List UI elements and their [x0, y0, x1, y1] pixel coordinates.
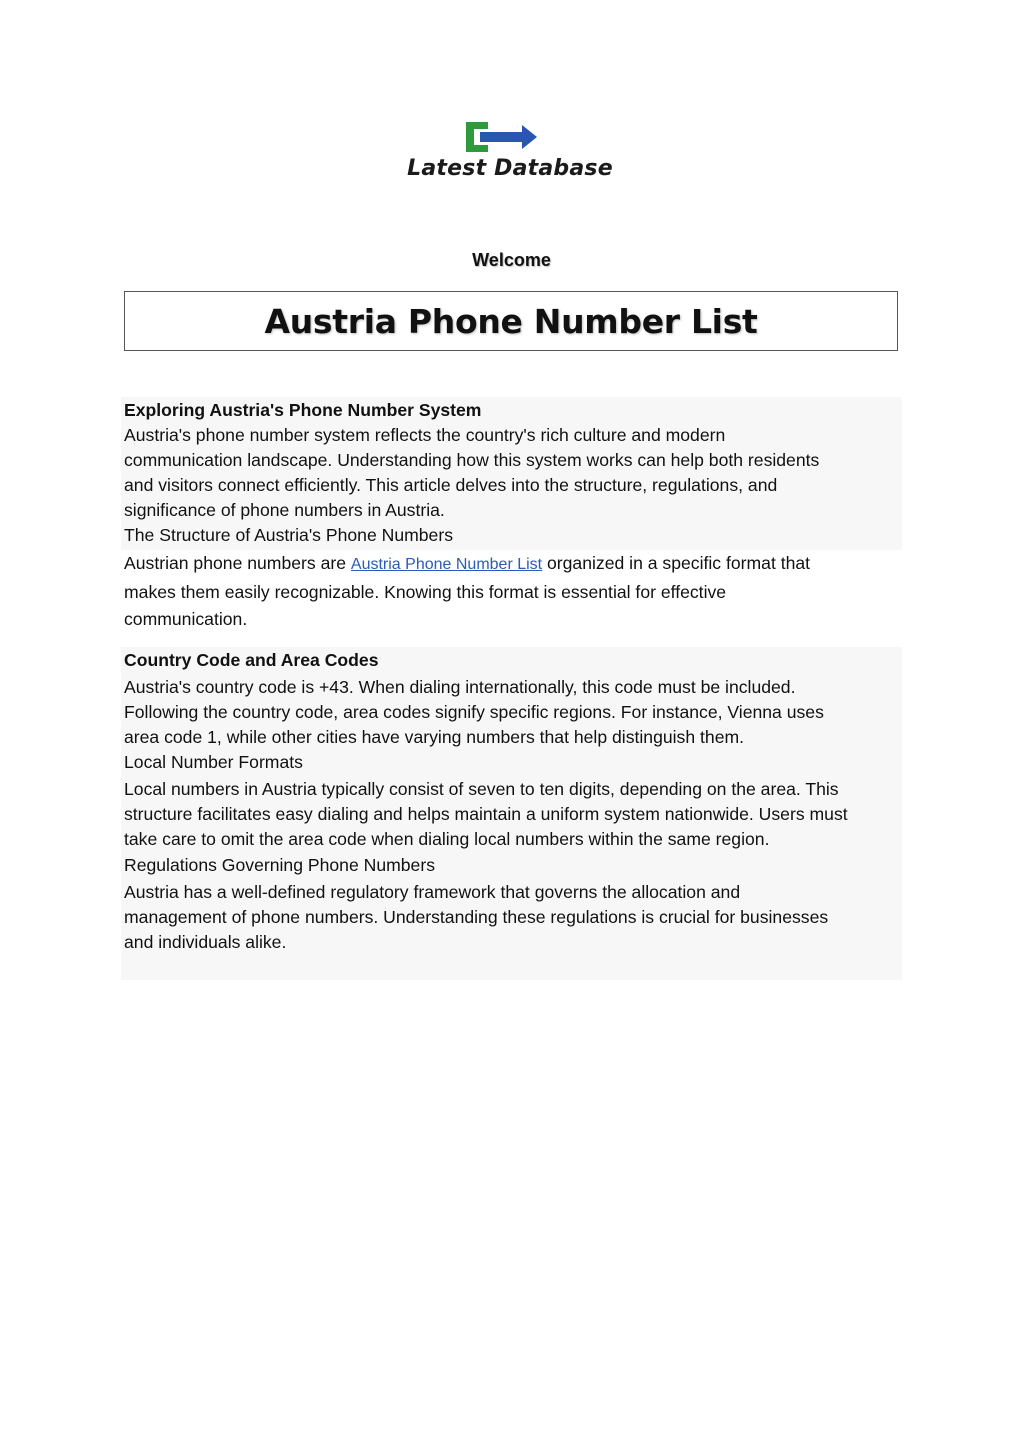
section1-heading: Exploring Austria's Phone Number System [124, 400, 482, 420]
section1b-line: makes them easily recognizable. Knowing this format is essential for effective [124, 582, 727, 602]
section1-line: significance of phone numbers in Austria. [124, 500, 445, 520]
section2-line: Austria has a well-defined regulatory framework that governs the allocation and [124, 882, 741, 902]
section1-line: and visitors connect efficiently. This article delves into the structure, regulations, and [124, 475, 778, 495]
page-title: Austria Phone Number List [264, 301, 758, 341]
text-after-link: organized in a specific format that [542, 553, 811, 573]
section2-line: management of phone numbers. Understanding these regulations is crucial for businesses [124, 907, 829, 927]
logo-text: Latest Database [407, 156, 613, 181]
section2-line: Austria's country code is +43. When dialing internationally, this code must be included. [124, 677, 796, 697]
section1-line: Austria's phone number system reflects the country's rich culture and modern [124, 425, 726, 445]
section1-subheading: The Structure of Austria's Phone Numbers [124, 525, 453, 545]
section2-line: Local numbers in Austria typically consist of seven to ten digits, depending on the area. This [124, 779, 839, 799]
text-before-link: Austrian phone numbers are [124, 553, 351, 573]
section2-line: area code 1, while other cities have varying numbers that help distinguish them. [124, 727, 745, 747]
section2-subheading: Local Number Formats [124, 752, 303, 772]
logo-arrow-icon [460, 120, 560, 154]
title-box [124, 291, 898, 351]
welcome-heading: Welcome [472, 250, 551, 270]
section1b-line [124, 553, 810, 574]
section2-line: structure facilitates easy dialing and helps maintain a uniform system nationwide. Users must [124, 804, 848, 824]
logo [388, 120, 632, 184]
section2-subheading: Regulations Governing Phone Numbers [124, 855, 436, 875]
section2-line: take care to omit the area code when dialing local numbers within the same region. [124, 829, 770, 849]
section2-line: Following the country code, area codes signify specific regions. For instance, Vienna uses [124, 702, 824, 722]
austria-phone-number-list-link[interactable]: Austria Phone Number List [350, 556, 543, 573]
section2-heading: Country Code and Area Codes [124, 650, 379, 670]
section2-line: and individuals alike. [124, 932, 287, 952]
section1-line: communication landscape. Understanding how this system works can help both residents [124, 450, 820, 470]
section1b-line: communication. [124, 609, 248, 629]
